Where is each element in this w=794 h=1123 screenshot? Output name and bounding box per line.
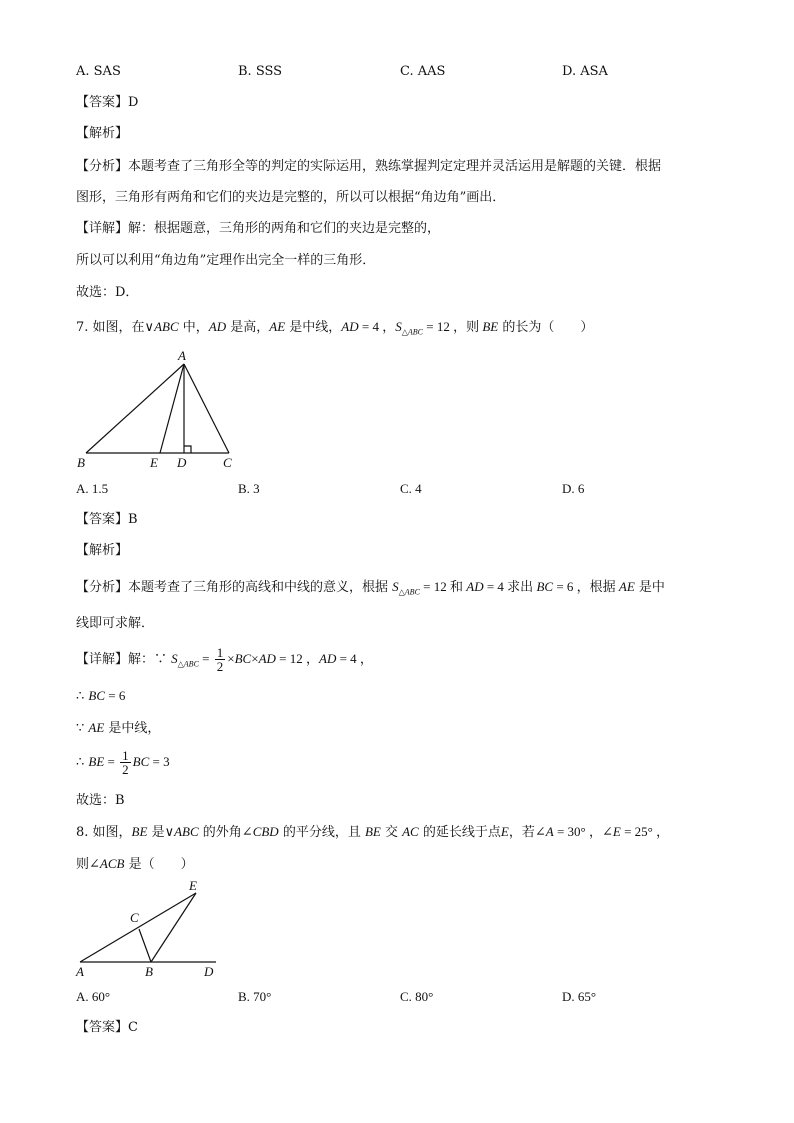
q8-option-d: D. 65° xyxy=(562,989,597,1004)
q7-label-a: A xyxy=(178,348,186,363)
q7-detail-line-3: ∵ AE 是中线， xyxy=(76,720,161,736)
q6-answer: 【答案】D xyxy=(76,95,139,110)
q6-choose: 故选：D． xyxy=(76,285,139,300)
q6-detail-line-2: 所以可以利用“角边角”定理作出完全一样的三角形． xyxy=(76,253,376,268)
q7-option-b: B. 3 xyxy=(238,481,260,496)
q7-option-c: C. 4 xyxy=(400,481,422,496)
q8-stem-line-2: 则∠ACB 是（ ） xyxy=(76,856,194,872)
q7-analysis-title: 【解析】 xyxy=(76,543,129,558)
fraction-one-half: $\frac{1}{2}$ xyxy=(122,748,129,777)
q8-segment-bc xyxy=(139,929,151,962)
q7-choose: 故选：B xyxy=(76,793,125,808)
q7-right-angle-mark xyxy=(184,446,191,453)
q7-segment-ac xyxy=(184,364,229,453)
q8-label-a: A xyxy=(76,964,84,979)
q8-option-a: A. 60° xyxy=(76,989,111,1004)
q7-detail-line-2: ∴ BC = 6 xyxy=(76,688,126,704)
q7-detail-line-1: 【详解】解：∵ $S_{\triangle ABC}$ = $\frac{1}{2}$ ×BC×AD = 12 ，AD = 4 ， xyxy=(76,645,373,674)
q6-option-c: C. AAS xyxy=(400,64,446,79)
q7-analysis-line-2: 线即可求解． xyxy=(76,616,155,631)
q8-label-e: E xyxy=(189,878,197,893)
q6-option-d: D. ASA xyxy=(562,64,608,79)
q7-option-a: A. 1.5 xyxy=(76,481,109,496)
q6-detail-line-1: 【详解】解：根据题意，三角形的两角和它们的夹边是完整的， xyxy=(76,221,441,236)
q6-option-b: B. SSS xyxy=(238,64,283,79)
q8-stem-line-1: 8. 如图，BE 是∨ABC 的外角∠CBD 的平分线，且 BE 交 AC 的延长线于点E，若∠A = 30° ，∠E = 25° ， xyxy=(76,824,670,840)
q6-analysis-line-1: 【分析】本题考查了三角形全等的判定的实际运用，熟练掌握判定定理并灵活运用是解题的关键．根据 xyxy=(76,159,662,174)
q8-label-d: D xyxy=(204,964,214,979)
q7-answer: 【答案】B xyxy=(76,512,138,527)
q7-segment-ae xyxy=(160,364,184,453)
q8-triangle-figure xyxy=(72,876,222,980)
q8-option-c: C. 80° xyxy=(400,989,434,1004)
q7-label-b: B xyxy=(77,455,85,470)
q6-analysis-line-2: 图形，三角形有两角和它们的夹边是完整的，所以可以根据“角边角”画出． xyxy=(76,190,506,205)
q8-label-b: B xyxy=(145,964,153,979)
q8-option-b: B. 70° xyxy=(238,989,272,1004)
q8-segment-be xyxy=(151,893,196,962)
q8-answer: 【答案】C xyxy=(76,1020,138,1035)
q8-label-c: C xyxy=(130,910,139,925)
fraction-one-half: $\frac{1}{2}$ xyxy=(216,645,224,674)
q7-label-c: C xyxy=(223,455,232,470)
q7-triangle-figure xyxy=(74,346,244,474)
q7-label-d: D xyxy=(177,455,187,470)
q6-analysis-title: 【解析】 xyxy=(76,126,129,141)
q7-stem: 7. 如图，在∨ABC 中，AD 是高，AE 是中线，AD = 4 ，$S_{\triangle ABC} = 12$ ，则 BE 的长为（ ） xyxy=(76,319,594,337)
q8-segment-ae xyxy=(80,893,196,962)
q7-detail-line-4: ∴ BE = $\frac{1}{2}$ BC = 3 xyxy=(76,748,170,777)
q7-option-d: D. 6 xyxy=(562,481,585,496)
q7-label-e: E xyxy=(150,455,158,470)
q7-analysis-line-1: 【分析】本题考查了三角形的高线和中线的意义，根据 $S_{\triangle ABC} = 12$ 和 AD = 4 求出 BC = 6 ，根据 AE 是中 xyxy=(76,579,665,597)
q6-option-a: A. SAS xyxy=(76,64,121,79)
q7-segment-ab xyxy=(86,364,184,453)
